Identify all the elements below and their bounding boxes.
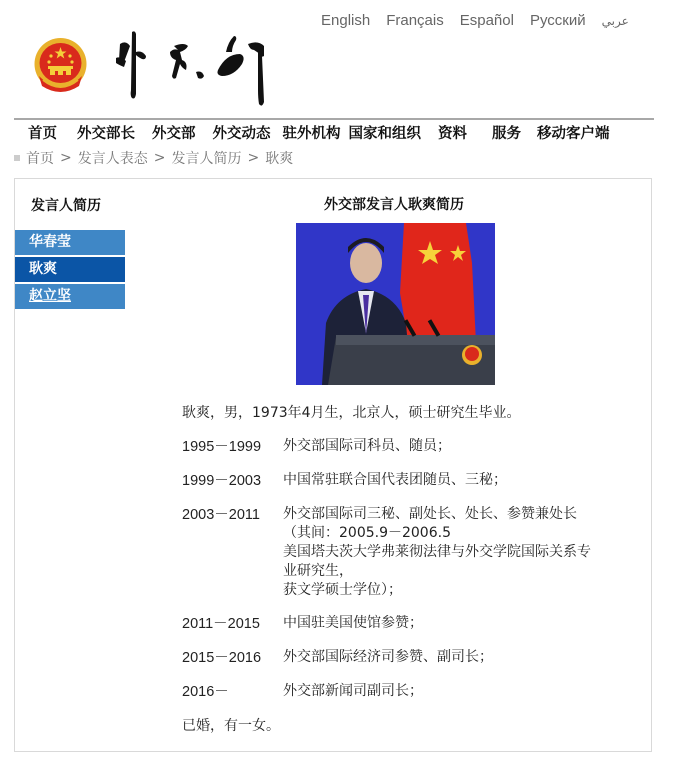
career-description: 外交部国际司科员、随员； [283,438,451,454]
breadcrumb-bullet-icon [14,155,20,161]
nav-missions-abroad[interactable]: 驻外机构 [282,126,341,142]
breadcrumb-current: 耿爽 [265,151,294,167]
national-emblem-icon [33,36,88,96]
portrait-image [296,223,495,385]
header-divider [14,118,654,120]
career-description: 业研究生， [283,563,353,579]
language-switcher [321,12,645,29]
bio-intro: 耿爽，男，1973年4月生，北京人，硕士研究生毕业。 [182,405,521,421]
sidebar-item-hua-chunying[interactable]: 华春莹 [15,230,125,255]
career-description: 获文学硕士学位）； [283,582,402,598]
ministry-calligraphy-logo [108,22,283,112]
career-description: 中国常驻联合国代表团随员、三秘； [283,472,507,488]
career-entry [182,437,642,457]
career-years: 1999－2003 [182,473,262,489]
article-title: 外交部发言人耿爽简历 [324,197,464,213]
lang-french-link[interactable]: Français [386,12,444,29]
breadcrumb-spokesperson-remarks[interactable]: 发言人表态 [77,151,148,167]
nav-news[interactable]: 外交动态 [212,126,271,142]
biography [182,403,642,736]
career-description: 中国驻美国使馆参赞； [283,615,423,631]
career-description: 外交部国际经济司参赞、副司长； [283,649,493,665]
career-entry [182,471,642,491]
career-description: （其间：2005.9－2006.5 [283,525,451,541]
nav-services[interactable]: 服务 [492,126,521,142]
lang-spanish-link[interactable]: Español [459,12,514,29]
career-description: 外交部新闻司副司长； [283,683,423,699]
career-years: 2011－2015 [182,616,260,632]
nav-mobile-client[interactable]: 移动客户端 [537,126,610,142]
career-years: 1995－1999 [182,439,262,455]
career-description: 外交部国际司三秘、副处长、处长、参赞兼处长 [283,506,577,522]
career-years: 2015－2016 [182,650,262,666]
career-description: 美国塔夫茨大学弗莱彻法律与外交学院国际关系专 [283,544,591,560]
career-years: 2003－2011 [182,507,260,523]
spokesperson-list [15,230,125,311]
breadcrumb-home[interactable]: 首页 [26,151,54,167]
breadcrumb-separator: > [247,150,260,166]
lang-russian-link[interactable]: Русский [529,12,586,29]
sidebar-item-zhao-lijian[interactable]: 赵立坚 [15,284,125,309]
nav-resources[interactable]: 资料 [438,126,467,142]
career-entry [182,682,642,702]
career-entry [182,505,642,600]
lang-english-link[interactable]: English [321,12,371,29]
lang-arabic-link[interactable]: عربي [601,14,629,28]
nav-ministry[interactable]: 外交部 [152,126,196,142]
content-panel [14,178,652,752]
career-entry [182,614,642,634]
bio-closing: 已婚，有一女。 [182,718,280,734]
nav-minister[interactable]: 外交部长 [77,126,135,142]
main-nav [28,122,610,143]
breadcrumb-separator: > [153,150,166,166]
career-years: 2016－ [182,684,229,700]
breadcrumb [14,148,293,168]
site-header [0,0,677,120]
spokesperson-photo [296,223,495,385]
career-entry [182,648,642,668]
sidebar-item-geng-shuang[interactable]: 耿爽 [15,257,125,282]
breadcrumb-spokesperson-bio[interactable]: 发言人简历 [171,151,242,167]
nav-countries-orgs[interactable]: 国家和组织 [348,126,421,142]
nav-home[interactable]: 首页 [28,126,57,142]
sidebar-title: 发言人简历 [31,198,101,214]
breadcrumb-separator: > [60,150,72,166]
